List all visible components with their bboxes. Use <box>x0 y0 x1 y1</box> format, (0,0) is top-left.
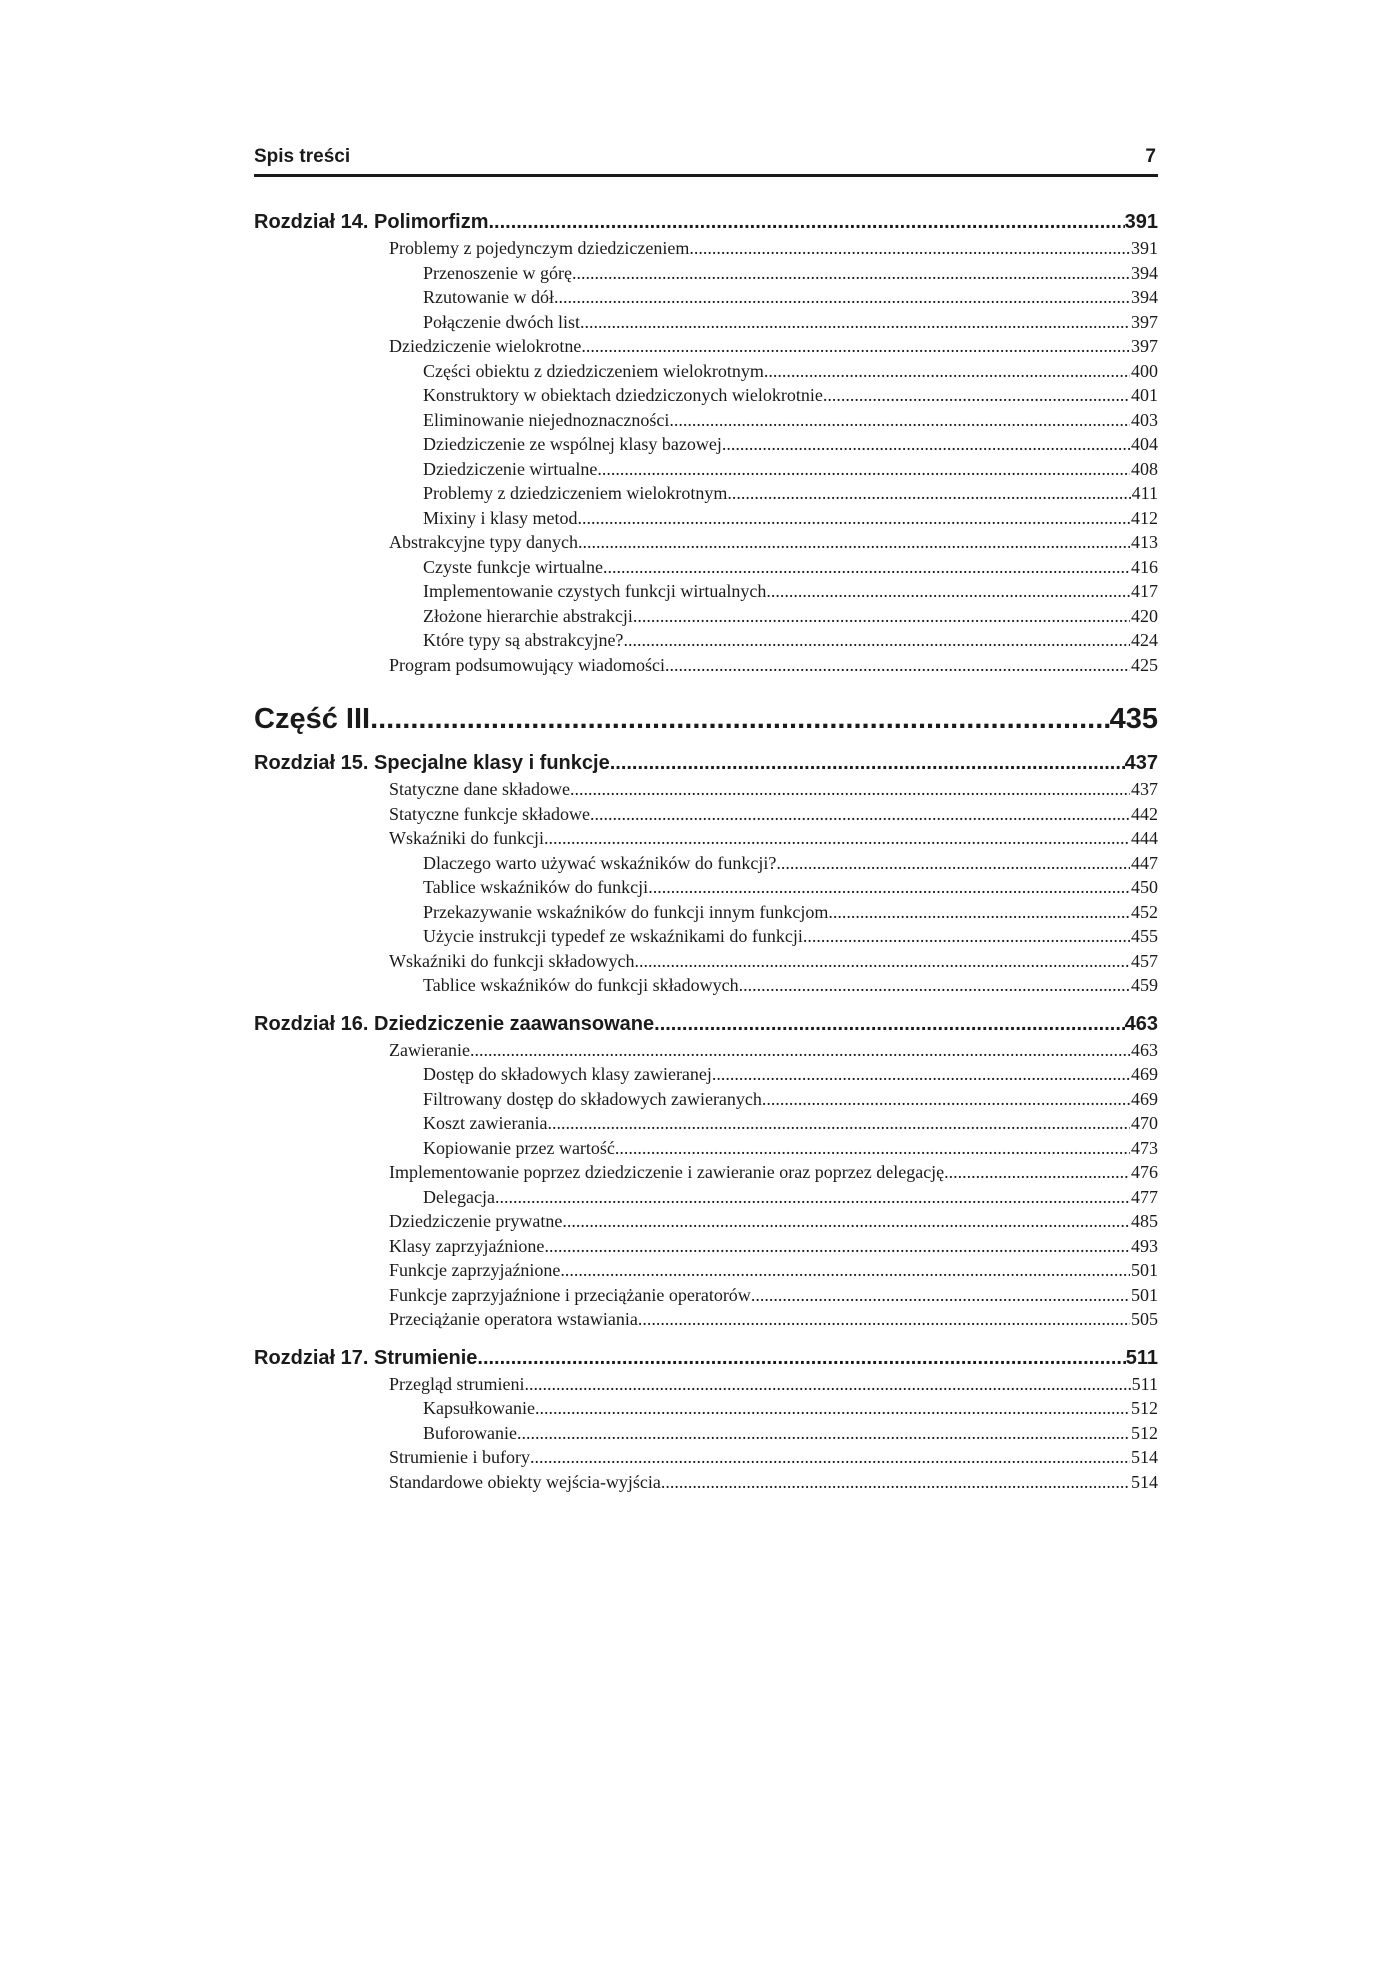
toc-page-number: 437 <box>1124 752 1158 774</box>
dot-leader <box>764 359 1130 384</box>
toc-label: Wskaźniki do funkcji składowych <box>389 950 635 971</box>
toc-label: Zawieranie <box>389 1039 470 1060</box>
toc-entry <box>254 1234 1158 1259</box>
toc-label: Złożone hierarchie abstrakcji <box>423 605 633 626</box>
dot-leader <box>727 481 1130 506</box>
toc-entry <box>254 949 1158 974</box>
toc-page-number: 505 <box>1131 1309 1158 1329</box>
toc-label: Koszt zawierania <box>423 1113 548 1133</box>
dot-leader <box>562 1209 1130 1234</box>
toc-page-number: 514 <box>1131 1447 1158 1467</box>
dot-leader <box>578 530 1130 555</box>
toc-page-number: 425 <box>1131 654 1158 675</box>
toc-entry <box>254 1160 1158 1185</box>
toc-label: Rozdział 16. Dziedziczenie zaawansowane <box>254 1012 655 1035</box>
dot-leader <box>712 1062 1130 1087</box>
dot-leader <box>544 826 1130 851</box>
toc-label: Wskaźniki do funkcji <box>389 828 544 848</box>
dot-leader <box>535 1396 1130 1421</box>
toc-page-number: 511 <box>1125 1346 1158 1369</box>
running-header <box>254 146 1158 177</box>
dot-leader <box>581 334 1130 359</box>
dot-leader <box>603 555 1130 580</box>
toc-entry <box>254 261 1158 286</box>
toc-entry <box>254 506 1158 531</box>
toc-page-number: 447 <box>1131 852 1158 873</box>
toc-label: Rozdział 15. Specjalne klasy i funkcje <box>254 752 610 774</box>
toc-page-number: 463 <box>1124 1012 1158 1035</box>
dot-leader <box>615 1136 1130 1161</box>
toc-page-number: 437 <box>1131 779 1158 799</box>
toc-page-number: 463 <box>1131 1039 1158 1060</box>
toc-label: Część III <box>254 703 371 735</box>
toc-label: Dostęp do składowych klasy zawieranej <box>423 1064 712 1084</box>
toc-entry <box>254 604 1158 629</box>
page-number: 7 <box>1145 146 1156 167</box>
toc-label: Użycie instrukcji typedef ze wskaźnikami do funkcji <box>423 926 803 946</box>
toc-page-number: 485 <box>1131 1211 1158 1231</box>
toc-label: Tablice wskaźników do funkcji <box>423 877 649 897</box>
toc-entry <box>254 653 1158 678</box>
toc-page-number: 512 <box>1131 1398 1158 1418</box>
toc-chapter <box>254 1010 1158 1038</box>
toc-label: Implementowanie czystych funkcji wirtualnych <box>423 581 767 601</box>
dot-leader <box>828 900 1130 925</box>
toc-label: Abstrakcyjne typy danych <box>389 532 578 552</box>
dot-leader <box>578 506 1131 531</box>
toc-label: Przeciążanie operatora wstawiania <box>389 1309 638 1329</box>
dot-leader <box>544 1234 1130 1259</box>
dot-leader <box>570 777 1130 802</box>
dot-leader <box>370 699 1110 739</box>
toc-entry <box>254 579 1158 604</box>
toc-entry <box>254 310 1158 335</box>
toc-part <box>254 699 1158 739</box>
toc-entry <box>254 802 1158 827</box>
dot-leader <box>739 973 1130 998</box>
toc-entry <box>254 1307 1158 1332</box>
toc-label: Połączenie dwóch list <box>423 311 580 332</box>
toc-entry <box>254 408 1158 433</box>
toc-entry <box>254 924 1158 949</box>
toc-label: Implementowanie poprzez dziedziczenie i zawieranie oraz poprzez delegację <box>389 1162 945 1182</box>
toc-label: Dziedziczenie wirtualne <box>423 458 598 479</box>
toc-page-number: 469 <box>1131 1088 1158 1109</box>
dot-leader <box>517 1421 1130 1446</box>
toc-page-number: 452 <box>1131 901 1158 922</box>
toc-page-number: 401 <box>1131 385 1158 405</box>
toc-entry <box>254 334 1158 359</box>
toc-page-number: 413 <box>1131 532 1158 552</box>
toc-entry <box>254 530 1158 555</box>
toc-page-number: 412 <box>1131 507 1158 528</box>
toc-label: Dziedziczenie ze wspólnej klasy bazowej <box>423 434 722 454</box>
toc-page-number: 411 <box>1131 483 1158 503</box>
toc-page-number: 469 <box>1131 1064 1158 1084</box>
toc-label: Problemy z pojedynczym dziedziczeniem <box>389 238 690 258</box>
toc-label: Przekazywanie wskaźników do funkcji innym funkcjom <box>423 901 829 922</box>
toc-page-number: 457 <box>1131 950 1158 971</box>
toc-entry <box>254 432 1158 457</box>
toc-page-number: 514 <box>1131 1471 1158 1492</box>
dot-leader <box>554 285 1130 310</box>
dot-leader <box>547 1111 1130 1136</box>
toc-label: Dlaczego warto używać wskaźników do funkcji? <box>423 852 777 873</box>
toc-label: Filtrowany dostęp do składowych zawieranych <box>423 1088 762 1109</box>
toc-entry <box>254 1185 1158 1210</box>
toc-label: Statyczne funkcje składowe <box>389 803 590 824</box>
toc-entry <box>254 851 1158 876</box>
toc-page-number: 400 <box>1131 360 1158 381</box>
dot-leader <box>762 1087 1130 1112</box>
dot-leader <box>654 1010 1124 1038</box>
table-of-contents <box>254 208 1158 1494</box>
toc-page-number: 442 <box>1131 803 1158 824</box>
toc-entry <box>254 457 1158 482</box>
toc-page-number: 501 <box>1131 1260 1158 1280</box>
dot-leader <box>689 236 1130 261</box>
toc-entry <box>254 1111 1158 1136</box>
toc-entry <box>254 826 1158 851</box>
toc-label: Mixiny i klasy metod <box>423 507 578 528</box>
toc-page-number: 511 <box>1131 1373 1158 1394</box>
toc-label: Części obiektu z dziedziczeniem wielokrotnym <box>423 360 764 381</box>
toc-label: Funkcje zaprzyjaźnione i przeciążanie operatorów <box>389 1284 751 1305</box>
dot-leader <box>530 1445 1130 1470</box>
dot-leader <box>665 653 1130 678</box>
toc-chapter <box>254 1344 1158 1372</box>
dot-leader <box>648 875 1130 900</box>
toc-page-number: 394 <box>1131 287 1158 307</box>
toc-label: Buforowanie <box>423 1422 517 1443</box>
dot-leader <box>623 628 1130 653</box>
dot-leader <box>944 1160 1130 1185</box>
toc-entry <box>254 359 1158 384</box>
dot-leader <box>470 1038 1130 1063</box>
toc-entry <box>254 555 1158 580</box>
dot-leader <box>634 949 1130 974</box>
toc-label: Eliminowanie niejednoznaczności <box>423 409 670 430</box>
dot-leader <box>477 1344 1125 1372</box>
toc-entry <box>254 1038 1158 1063</box>
dot-leader <box>610 749 1125 777</box>
toc-page-number: 391 <box>1124 211 1158 233</box>
toc-page-number: 501 <box>1131 1284 1158 1305</box>
toc-label: Czyste funkcje wirtualne <box>423 556 603 577</box>
toc-entry <box>254 1445 1158 1470</box>
dot-leader <box>633 604 1130 629</box>
toc-entry <box>254 1421 1158 1446</box>
toc-page-number: 455 <box>1131 926 1158 946</box>
dot-leader <box>766 579 1130 604</box>
toc-label: Przenoszenie w górę <box>423 262 572 283</box>
toc-label: Rzutowanie w dół <box>423 287 554 307</box>
toc-page-number: 397 <box>1131 311 1158 332</box>
toc-page-number: 450 <box>1131 877 1158 897</box>
toc-page-number: 397 <box>1131 336 1158 356</box>
section-title: Spis treści <box>254 146 351 167</box>
toc-page-number: 417 <box>1131 581 1158 601</box>
toc-label: Standardowe obiekty wejścia-wyjścia <box>389 1471 661 1492</box>
toc-page-number: 416 <box>1131 556 1158 577</box>
dot-leader <box>524 1372 1130 1397</box>
dot-leader <box>638 1307 1130 1332</box>
toc-label: Konstruktory w obiektach dziedziczonych wielokrotnie <box>423 385 823 405</box>
toc-label: Rozdział 14. Polimorfizm <box>254 211 489 233</box>
toc-entry <box>254 236 1158 261</box>
toc-label: Dziedziczenie wielokrotne <box>389 336 582 356</box>
dot-leader <box>823 383 1130 408</box>
toc-page-number: 420 <box>1131 605 1158 626</box>
toc-entry <box>254 628 1158 653</box>
toc-label: Dziedziczenie prywatne <box>389 1211 563 1231</box>
toc-label: Statyczne dane składowe <box>389 779 570 799</box>
toc-page-number: 444 <box>1131 828 1158 848</box>
dot-leader <box>669 408 1130 433</box>
toc-label: Kopiowanie przez wartość <box>423 1137 615 1158</box>
toc-label: Przegląd strumieni <box>389 1373 525 1394</box>
toc-label: Rozdział 17. Strumienie <box>254 1346 478 1369</box>
toc-entry <box>254 1062 1158 1087</box>
toc-label: Delegacja <box>423 1186 495 1207</box>
dot-leader <box>590 802 1130 827</box>
dot-leader <box>722 432 1130 457</box>
toc-label: Tablice wskaźników do funkcji składowych <box>423 975 739 995</box>
toc-entry <box>254 1372 1158 1397</box>
toc-label: Problemy z dziedziczeniem wielokrotnym <box>423 483 728 503</box>
toc-label: Strumienie i bufory <box>389 1447 530 1467</box>
toc-entry <box>254 1209 1158 1234</box>
toc-entry <box>254 1136 1158 1161</box>
toc-page-number: 473 <box>1131 1137 1158 1158</box>
dot-leader <box>776 851 1130 876</box>
toc-page-number: 512 <box>1131 1422 1158 1443</box>
toc-page-number: 408 <box>1131 458 1158 479</box>
toc-entry <box>254 285 1158 310</box>
toc-label: Program podsumowujący wiadomości <box>389 654 665 675</box>
toc-entry <box>254 1087 1158 1112</box>
toc-label: Funkcje zaprzyjaźnione <box>389 1260 561 1280</box>
toc-label: Klasy zaprzyjaźnione <box>389 1235 545 1256</box>
toc-entry <box>254 900 1158 925</box>
toc-entry <box>254 973 1158 998</box>
dot-leader <box>572 261 1130 286</box>
toc-entry <box>254 777 1158 802</box>
toc-entry <box>254 1283 1158 1308</box>
toc-entry <box>254 1470 1158 1495</box>
dot-leader <box>597 457 1130 482</box>
toc-chapter <box>254 749 1158 777</box>
dot-leader <box>488 208 1124 236</box>
toc-page-number: 459 <box>1131 975 1158 995</box>
toc-page-number: 404 <box>1131 434 1158 454</box>
toc-entry <box>254 383 1158 408</box>
toc-label: Kapsułkowanie <box>423 1398 535 1418</box>
toc-page-number: 435 <box>1109 703 1158 735</box>
toc-entry <box>254 481 1158 506</box>
toc-page-number: 403 <box>1131 409 1158 430</box>
toc-entry <box>254 1258 1158 1283</box>
toc-page-number: 493 <box>1131 1235 1158 1256</box>
toc-chapter <box>254 208 1158 236</box>
toc-page-number: 470 <box>1131 1113 1158 1133</box>
toc-label: Które typy są abstrakcyjne? <box>423 630 624 650</box>
dot-leader <box>751 1283 1130 1308</box>
dot-leader <box>580 310 1130 335</box>
dot-leader <box>661 1470 1130 1495</box>
toc-entry <box>254 875 1158 900</box>
dot-leader <box>560 1258 1130 1283</box>
toc-entry <box>254 1396 1158 1421</box>
toc-page-number: 391 <box>1131 238 1158 258</box>
toc-page-number: 424 <box>1131 630 1158 650</box>
dot-leader <box>803 924 1130 949</box>
toc-page-number: 394 <box>1131 262 1158 283</box>
toc-page-number: 477 <box>1131 1186 1158 1207</box>
dot-leader <box>495 1185 1130 1210</box>
toc-page-number: 476 <box>1131 1162 1158 1182</box>
